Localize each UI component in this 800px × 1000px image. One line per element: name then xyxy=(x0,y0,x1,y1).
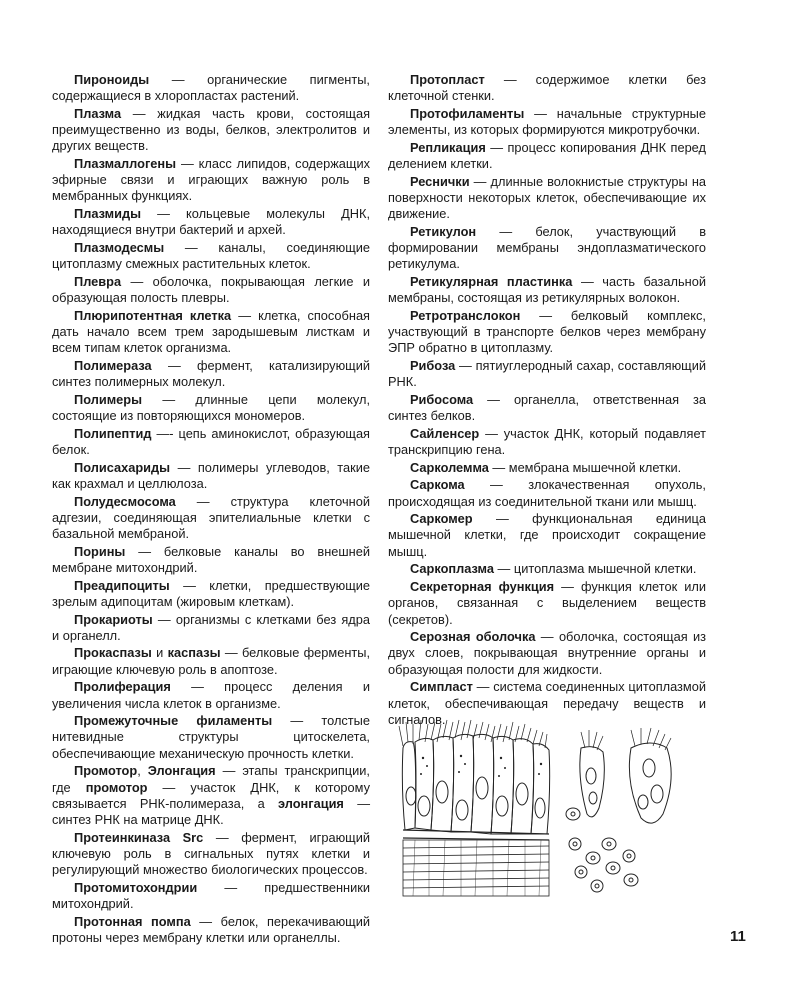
glossary-entry xyxy=(388,579,706,628)
glossary-definition: — класс липидов, содержащих эфирные связи и играющих важную роль в мембранных функциях. xyxy=(52,156,370,204)
right-column xyxy=(388,72,706,729)
glossary-term: Саркома xyxy=(410,477,465,493)
glossary-term: Ретротранслокон xyxy=(410,307,521,323)
glossary-term: Репликация xyxy=(410,139,486,155)
free-cells xyxy=(566,808,638,892)
glossary-definition: — оболочка, покрывающая легкие и образующая полость плевры. xyxy=(52,273,370,306)
page-number: 11 xyxy=(730,928,746,945)
glossary-definition: — предшественники митохондрий. xyxy=(52,879,370,911)
glossary-entry xyxy=(388,308,706,357)
glossary-term: Плевра xyxy=(74,273,122,289)
glossary-term: Полимеры xyxy=(74,391,143,407)
glossary-term: Протофиламенты xyxy=(410,105,525,121)
glossary-entry xyxy=(52,494,370,543)
glossary-term: Протеинкиназа Src xyxy=(74,829,204,845)
glossary-definition: — цитоплазма мышечной клетки. xyxy=(493,561,697,577)
glossary-definition: — начальные структурные элементы, из которых формируются микротрубочки. xyxy=(388,105,706,138)
glossary-term: элонгация xyxy=(278,795,344,811)
glossary-entry xyxy=(388,511,706,560)
glossary-entry xyxy=(388,426,706,458)
glossary-term: Секреторная функция xyxy=(410,579,555,595)
glossary-term: Сарколемма xyxy=(410,459,489,475)
glossary-definition: — синтез РНК на матрице ДНК. xyxy=(52,795,371,827)
glossary-definition: — длинные волокнистые структуры на поверхности некоторых клеток, обеспечивающие их движение. xyxy=(388,173,706,222)
glossary-definition: — мембрана мышечной клетки. xyxy=(488,459,682,475)
glossary-definition: — толстые нитевидные структуры цитоскелета, обеспечивающие механическую прочность клетки. xyxy=(52,713,370,761)
columnar-cells xyxy=(402,734,549,840)
glossary-term: Плазмаллогены xyxy=(74,156,177,172)
glossary-definition: — органелла, ответственная за синтез белков. xyxy=(388,391,706,424)
glossary-entry xyxy=(388,561,706,577)
glossary-term: Пироноиды xyxy=(74,72,150,87)
left-column xyxy=(52,72,370,948)
glossary-term: Ретикулярная пластинка xyxy=(410,273,573,289)
glossary-term: Саркомер xyxy=(410,511,473,527)
glossary-term: Порины xyxy=(74,543,126,559)
ciliated-epithelium-illustration xyxy=(395,718,707,904)
glossary-definition: — оболочка, состоящая из двух слоев, покрывающая внутренние органы и образующая полости для жидкости. xyxy=(388,629,706,677)
glossary-term: Плазма xyxy=(74,105,122,121)
glossary-term: Плазмиды xyxy=(74,206,142,222)
glossary-term: Плюрипотентная клетка xyxy=(74,307,232,323)
glossary-term: Прокариоты xyxy=(74,611,153,627)
glossary-definition: — каналы, соединяющие цитоплазму смежных растительных клеток. xyxy=(52,240,370,272)
glossary-term: Полисахариды xyxy=(74,459,171,475)
glossary-definition: — белок, перекачивающий протоны через мембрану клетки или органеллы. xyxy=(52,913,370,945)
glossary-definition: — организмы с клетками без ядра и органелл. xyxy=(52,611,370,643)
glossary-term: Сайленсер xyxy=(410,425,480,441)
glossary-entry xyxy=(52,392,370,424)
glossary-entry xyxy=(52,358,370,390)
glossary-definition: — клетки, предшествующие зрелым адипоцитам (жировым клеткам). xyxy=(52,577,370,609)
glossary-definition: — функциональная единица мышечной клетки, где происходит сокращение мышц. xyxy=(388,511,706,559)
glossary-entry xyxy=(388,224,706,273)
isolated-cells xyxy=(580,743,671,823)
glossary-definition: — процесс копирования ДНК перед делением клетки. xyxy=(388,139,706,172)
glossary-term: Серозная оболочка xyxy=(410,629,536,645)
glossary-entry xyxy=(388,274,706,306)
glossary-term: Преадипоциты xyxy=(74,577,170,593)
glossary-definition: —- цепь аминокислот, образующая белок. xyxy=(52,425,370,457)
glossary-term: Реснички xyxy=(410,173,470,189)
glossary-entry xyxy=(388,72,706,104)
glossary-definition: — белковый комплекс, участвующий в транспорте белков через мембрану ЭПР обратно в цитоплазму. xyxy=(388,307,706,356)
connective-tissue xyxy=(403,840,549,896)
glossary-definition: — пятиуглеродный сахар, составляющий РНК. xyxy=(388,357,706,390)
glossary-term: Протопласт xyxy=(410,72,485,87)
glossary-entry xyxy=(52,544,370,576)
glossary-definition: — кольцевые молекулы ДНК, находящиеся внутри бактерий и архей. xyxy=(52,206,370,238)
glossary-definition: — белок, участвующий в формировании мембраны эндоплазматического ретикулума. xyxy=(388,223,706,272)
glossary-entry xyxy=(388,140,706,172)
granules xyxy=(420,755,542,777)
glossary-entry xyxy=(388,460,706,476)
glossary-definition: — длинные цепи молекул, состоящие из повторяющихся мономеров. xyxy=(52,391,370,424)
glossary-definition: — этапы транскрипции, где xyxy=(52,763,370,795)
glossary-definition: — жидкая часть крови, состоящая преимущественно из воды, белков, электролитов и других веществ. xyxy=(52,105,370,154)
glossary-term: Саркоплазма xyxy=(410,561,494,577)
glossary-term: Полимераза xyxy=(74,357,152,373)
cilia xyxy=(399,720,671,750)
glossary-entry xyxy=(52,206,370,238)
glossary-entry xyxy=(52,763,370,828)
glossary-term: промотор xyxy=(85,779,148,795)
glossary-entry xyxy=(52,578,370,610)
glossary-entry xyxy=(52,880,370,912)
glossary-definition: — полимеры углеводов, такие как крахмал и целлюлоза. xyxy=(52,459,370,491)
glossary-definition: — клетка, способная дать начало всем трем зародышевым листкам и всем типам клеток организма. xyxy=(52,307,370,356)
glossary-term: Ретикулон xyxy=(410,223,477,239)
glossary-entry xyxy=(52,72,370,104)
glossary-entry xyxy=(388,174,706,223)
glossary-entry xyxy=(52,106,370,155)
glossary-term: Симпласт xyxy=(410,679,473,695)
glossary-entry xyxy=(52,240,370,272)
glossary-term: Плазмодесмы xyxy=(74,240,165,256)
glossary-entry xyxy=(388,477,706,509)
glossary-term: Промежуточные филаменты xyxy=(74,713,273,729)
glossary-definition: — структура клеточной адгезии, соединяющая эпителиальные клетки с базальной мембраной. xyxy=(52,493,370,541)
glossary-definition: — участок ДНК, который подавляет транскрипцию гена. xyxy=(388,425,706,457)
glossary-definition: — система соединенных цитоплазмой клеток, обеспечивающая передачу веществ и сигналов. xyxy=(388,679,706,727)
glossary-definition: — белковые каналы во внешней мембране митохондрий. xyxy=(52,543,370,575)
glossary-definition: — фермент, катализирующий синтез полимерных молекул. xyxy=(52,357,370,390)
glossary-definition: и xyxy=(151,645,168,661)
glossary-entry xyxy=(52,274,370,306)
glossary-entry xyxy=(52,679,370,711)
glossary-entry xyxy=(388,392,706,424)
glossary-term: Пролиферация xyxy=(74,679,171,695)
glossary-term: Рибоза xyxy=(410,357,456,373)
glossary-definition: — часть базальной мембраны, состоящая из ретикулярных волокон. xyxy=(388,273,706,306)
glossary-definition: — функция клеток или органов, связанная с выделением веществ (секретов). xyxy=(388,579,706,627)
glossary-entry xyxy=(388,358,706,390)
glossary-entry xyxy=(52,645,370,677)
glossary-definition: — участок ДНК, к которому связывается РНК-полимераза, а xyxy=(52,779,371,811)
glossary-entry xyxy=(52,308,370,357)
glossary-definition: — содержимое клетки без клеточной стенки. xyxy=(388,72,706,104)
glossary-definition: , xyxy=(137,763,148,779)
glossary-definition: — процесс деления и увеличения числа клеток в организме. xyxy=(52,679,370,711)
glossary-entry xyxy=(52,156,370,205)
glossary-term: Полудесмосома xyxy=(74,493,176,509)
glossary-entry xyxy=(52,914,370,946)
glossary-definition: — злокачественная опухоль, происходящая из соединительной ткани или мышц. xyxy=(388,477,706,509)
glossary-term: Промотор xyxy=(74,763,138,779)
glossary-term: Протонная помпа xyxy=(74,913,191,929)
glossary-term: Протомитохондрии xyxy=(74,879,198,895)
glossary-entry xyxy=(52,460,370,492)
glossary-definition: — фермент, играющий ключевую роль в сигнальных путях клетки и регулирующий множество биологических процессов. xyxy=(52,829,370,878)
glossary-term: каспазы xyxy=(167,645,221,661)
glossary-entry xyxy=(388,629,706,678)
glossary-entry xyxy=(52,426,370,458)
glossary-entry xyxy=(52,612,370,644)
glossary-term: Элонгация xyxy=(147,763,216,779)
glossary-term: Прокаспазы xyxy=(74,645,152,661)
glossary-entry xyxy=(388,106,706,138)
glossary-definition: — белковые ферменты, играющие ключевую роль в апоптозе. xyxy=(52,645,371,677)
glossary-entry xyxy=(52,830,370,879)
glossary-entry xyxy=(52,713,370,762)
glossary-term: Рибосома xyxy=(410,391,474,407)
glossary-term: Полипептид xyxy=(74,425,152,441)
glossary-definition: — органические пигменты, содержащиеся в хлоропластах растений. xyxy=(52,72,370,104)
